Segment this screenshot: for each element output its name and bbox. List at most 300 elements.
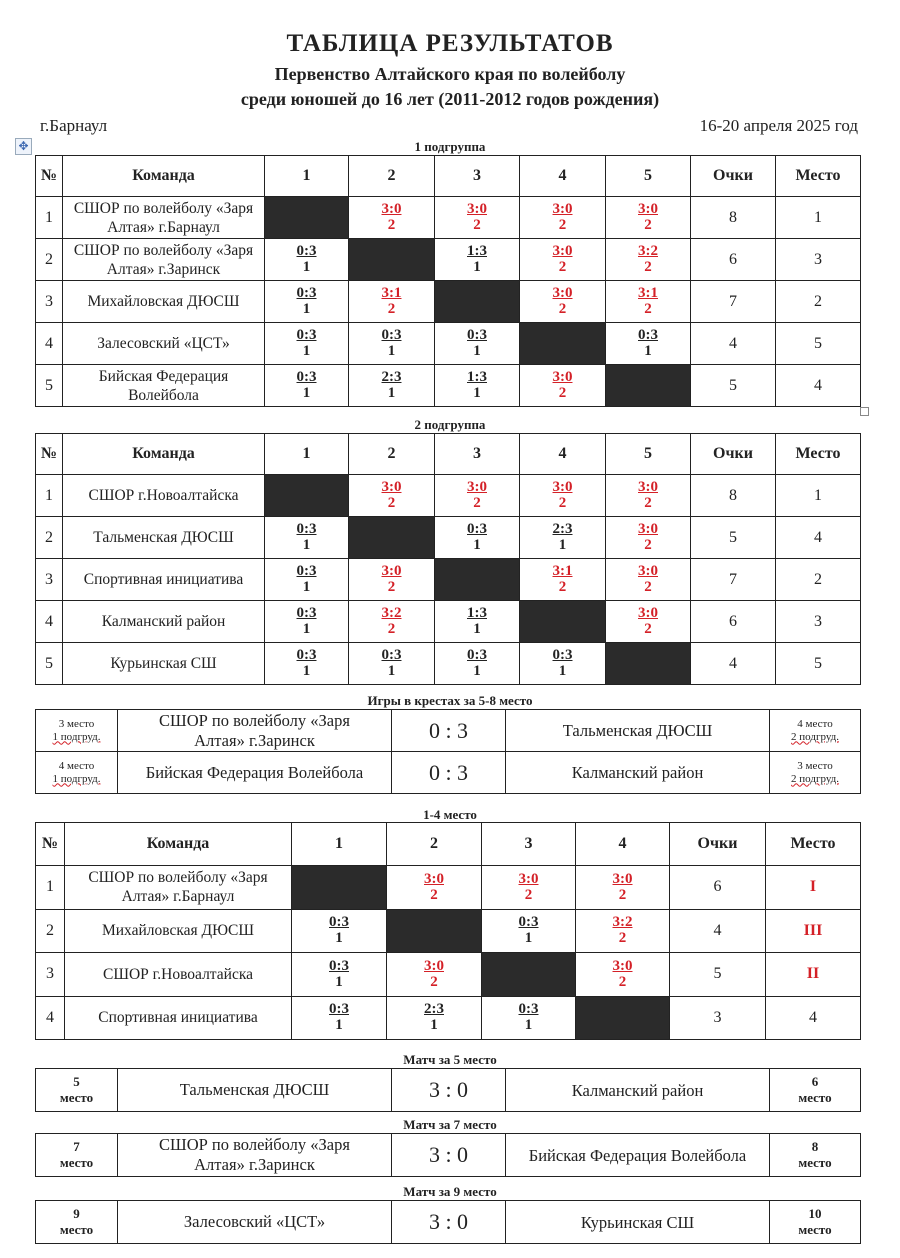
- team-points: 4: [670, 909, 766, 953]
- set-score: 0:3: [296, 369, 317, 385]
- column-header: 5: [606, 434, 691, 475]
- win-result: [638, 479, 658, 511]
- team-place: 5: [776, 323, 861, 365]
- left-place: [36, 1069, 118, 1112]
- right-team: Тальменская ДЮСШ: [506, 710, 770, 752]
- team-place: 5: [776, 643, 861, 685]
- team-place: 3: [776, 601, 861, 643]
- set-score: 3:2: [612, 914, 633, 931]
- match-points: 1: [302, 621, 311, 637]
- win-result: [382, 479, 402, 511]
- win-result: [638, 201, 658, 233]
- match-points: 1: [387, 385, 396, 401]
- team-place: 2: [776, 559, 861, 601]
- set-score: 3:0: [638, 605, 658, 621]
- diagonal-cell: [520, 601, 606, 643]
- column-header: Место: [776, 434, 861, 475]
- loss-result: [329, 958, 349, 990]
- team-points: 5: [691, 365, 776, 407]
- result-cell: [349, 197, 435, 239]
- page-subtitle: Первенство Алтайского края по волейболу: [274, 64, 626, 84]
- result-cell: [435, 517, 520, 559]
- cross-games-table: [35, 709, 861, 794]
- win-result: [553, 369, 573, 401]
- result-cell: [482, 996, 576, 1040]
- left-team: Залесовский «ЦСТ»: [118, 1201, 392, 1244]
- loss-result: [297, 243, 317, 275]
- match-points: 2: [558, 385, 567, 401]
- diagonal-cell: [520, 323, 606, 365]
- set-score: 3:0: [612, 957, 633, 974]
- result-cell: [435, 475, 520, 517]
- column-header: 1: [292, 823, 387, 866]
- result-cell: [265, 281, 349, 323]
- match-points: 2: [644, 217, 652, 233]
- set-score: 0:3: [296, 285, 317, 301]
- match-points: 1: [387, 663, 396, 679]
- set-score: 0:3: [518, 914, 539, 931]
- set-score: 3:0: [381, 479, 402, 495]
- team-row: [36, 996, 861, 1040]
- match-points: 1: [473, 663, 481, 679]
- match-points: 1: [558, 537, 567, 553]
- win-result: [613, 871, 633, 903]
- result-cell: [520, 475, 606, 517]
- match-points: 2: [387, 217, 396, 233]
- result-cell: [520, 197, 606, 239]
- diagonal-cell: [349, 517, 435, 559]
- win-result: [424, 871, 444, 903]
- match-points: 2: [644, 301, 652, 317]
- win-result: [467, 201, 487, 233]
- team-row: [36, 909, 861, 953]
- team-points: 5: [691, 517, 776, 559]
- match-points: 2: [473, 217, 481, 233]
- column-header: 3: [435, 434, 520, 475]
- seed-group: 1 подгруд.: [52, 730, 101, 743]
- team-points: 8: [691, 475, 776, 517]
- team-place: [766, 866, 861, 910]
- set-score: 3:0: [424, 957, 444, 974]
- event-dates: 16-20 апреля 2025 год: [699, 116, 858, 135]
- win-result: [638, 243, 658, 275]
- column-header: Очки: [691, 156, 776, 197]
- team-points: 5: [670, 953, 766, 997]
- diagonal-cell: [606, 643, 691, 685]
- team-points: 7: [691, 559, 776, 601]
- result-cell: [435, 323, 520, 365]
- set-score: 0:3: [329, 914, 349, 931]
- page-title: ТАБЛИЦА РЕЗУЛЬТАТОВ: [286, 30, 614, 57]
- loss-result: [467, 243, 487, 275]
- result-cell: [606, 559, 691, 601]
- team-place: [766, 953, 861, 997]
- diagonal-cell: [435, 281, 520, 323]
- set-score: 3:0: [381, 201, 402, 217]
- left-seed: [36, 710, 118, 752]
- team-number: 1: [36, 475, 63, 517]
- team-number: 5: [36, 365, 63, 407]
- seed-place: 4 место: [58, 759, 95, 772]
- result-cell: [349, 643, 435, 685]
- set-score: 1:3: [467, 369, 487, 385]
- match-points: 1: [302, 385, 311, 401]
- win-result: [638, 285, 658, 317]
- loss-result: [467, 369, 487, 401]
- seed-group: 2 подгруд.: [791, 772, 839, 785]
- match-points: 2: [430, 973, 438, 990]
- column-header: №: [36, 823, 65, 866]
- team-name: СШОР по волейболу «Заря Алтая» г.Барнаул: [63, 197, 265, 239]
- result-cell: [520, 517, 606, 559]
- column-header: №: [36, 156, 63, 197]
- match-points: 1: [387, 343, 396, 359]
- result-cell: [576, 909, 670, 953]
- column-header: Очки: [691, 434, 776, 475]
- loss-result: [297, 327, 317, 359]
- win-result: [382, 563, 402, 595]
- match-points: 2: [644, 259, 652, 275]
- table-resize-handle[interactable]: [860, 407, 869, 416]
- set-score: 3:0: [638, 521, 658, 537]
- set-score: 3:0: [552, 285, 573, 301]
- right-team: Калманский район: [506, 1069, 770, 1112]
- team-row: [36, 601, 861, 643]
- match-points: 1: [473, 537, 481, 553]
- left-place: [36, 1201, 118, 1244]
- placement-match-table: [35, 1068, 861, 1112]
- set-score: 0:3: [296, 243, 317, 259]
- result-cell: [292, 953, 387, 997]
- game-score: 0 : 3: [392, 752, 506, 794]
- column-header: Очки: [670, 823, 766, 866]
- set-score: 3:0: [552, 479, 573, 495]
- result-cell: [520, 559, 606, 601]
- group1-caption: 1 подгруппа: [414, 139, 486, 154]
- team-row: [36, 197, 861, 239]
- result-cell: [349, 365, 435, 407]
- loss-result: [297, 369, 317, 401]
- team-place: [766, 909, 861, 953]
- loss-result: [519, 914, 539, 946]
- team-number: 3: [36, 953, 65, 997]
- match-row: [36, 1134, 861, 1177]
- diagonal-cell: [387, 909, 482, 953]
- table-move-handle-icon[interactable]: ✥: [15, 138, 32, 155]
- team-number: 1: [36, 866, 65, 910]
- team-points: 6: [691, 601, 776, 643]
- diagonal-cell: [606, 365, 691, 407]
- loss-result: [553, 521, 573, 553]
- team-name: Бийская Федерация Волейбола: [63, 365, 265, 407]
- match-points: 2: [524, 886, 533, 903]
- set-score: 0:3: [381, 327, 402, 343]
- team-number: 4: [36, 601, 63, 643]
- loss-result: [382, 369, 402, 401]
- match-points: 2: [618, 930, 627, 947]
- team-number: 2: [36, 517, 63, 559]
- set-score: 3:0: [381, 563, 402, 579]
- set-score: 3:0: [552, 369, 573, 385]
- set-score: 0:3: [518, 1001, 539, 1018]
- match-points: 1: [473, 385, 481, 401]
- result-cell: [435, 239, 520, 281]
- team-name: Курьинская СШ: [63, 643, 265, 685]
- table-header-row: [36, 156, 861, 197]
- loss-result: [553, 647, 573, 679]
- set-score: 3:0: [638, 201, 658, 217]
- match-points: 2: [387, 579, 396, 595]
- match-points: 1: [302, 343, 311, 359]
- placement-match-table: [35, 1200, 861, 1244]
- team-name: Залесовский «ЦСТ»: [63, 323, 265, 365]
- loss-result: [638, 327, 658, 359]
- result-cell: [606, 475, 691, 517]
- result-cell: [265, 365, 349, 407]
- result-cell: [349, 323, 435, 365]
- team-row: [36, 239, 861, 281]
- team-row: [36, 559, 861, 601]
- set-score: 0:3: [552, 647, 573, 663]
- result-cell: [387, 953, 482, 997]
- match-points: 1: [302, 537, 311, 553]
- team-place: 4: [766, 996, 861, 1040]
- team-name: Спортивная инициатива: [65, 996, 292, 1040]
- set-score: 0:3: [467, 327, 487, 343]
- loss-result: [467, 647, 487, 679]
- team-number: 3: [36, 559, 63, 601]
- set-score: 2:3: [424, 1001, 444, 1018]
- match-points: 2: [618, 973, 627, 990]
- right-place: [770, 1069, 861, 1112]
- set-score: 3:1: [552, 563, 573, 579]
- match-points: 1: [473, 343, 481, 359]
- seed-place: 3 место: [797, 759, 833, 772]
- win-result: [553, 285, 573, 317]
- loss-result: [297, 563, 317, 595]
- set-score: 0:3: [467, 647, 487, 663]
- right-seed: [770, 752, 861, 794]
- team-number: 5: [36, 643, 63, 685]
- match-points: 1: [430, 1017, 438, 1034]
- left-team: Бийская Федерация Волейбола: [118, 752, 392, 794]
- win-result: [382, 201, 402, 233]
- team-points: 6: [691, 239, 776, 281]
- win-result: [519, 871, 539, 903]
- loss-result: [382, 647, 402, 679]
- result-cell: [606, 197, 691, 239]
- place-label: место: [59, 1155, 94, 1170]
- diagonal-cell: [265, 197, 349, 239]
- team-name: СШОР по волейболу «Заря Алтая» г.Барнаул: [65, 866, 292, 910]
- win-result: [613, 914, 633, 946]
- match-row: [36, 1069, 861, 1112]
- diagonal-cell: [292, 866, 387, 910]
- win-result: [613, 958, 633, 990]
- team-number: 4: [36, 996, 65, 1040]
- team-number: 2: [36, 909, 65, 953]
- set-score: 0:3: [638, 327, 658, 343]
- set-score: 0:3: [296, 605, 317, 621]
- team-points: 4: [691, 643, 776, 685]
- page-subtitle-age: среди юношей до 16 лет (2011-2012 годов рождения): [240, 89, 660, 109]
- win-result: [553, 479, 573, 511]
- result-cell: [520, 365, 606, 407]
- match-points: 2: [558, 301, 567, 317]
- place-number: 7: [73, 1139, 80, 1154]
- result-cell: [265, 601, 349, 643]
- match-caption: Матч за 7 место: [403, 1117, 497, 1132]
- match-points: 1: [644, 343, 652, 359]
- set-score: 1:3: [467, 605, 487, 621]
- team-points: 3: [670, 996, 766, 1040]
- result-cell: [576, 866, 670, 910]
- team-name: Тальменская ДЮСШ: [63, 517, 265, 559]
- team-name: Михайловская ДЮСШ: [65, 909, 292, 953]
- set-score: 3:0: [518, 870, 539, 887]
- match-points: 1: [302, 663, 311, 679]
- match-points: 2: [430, 886, 438, 903]
- loss-result: [297, 647, 317, 679]
- team-row: [36, 866, 861, 910]
- result-cell: [435, 601, 520, 643]
- result-cell: [349, 281, 435, 323]
- team-number: 2: [36, 239, 63, 281]
- column-header: 3: [435, 156, 520, 197]
- team-row: [36, 281, 861, 323]
- team-row: [36, 953, 861, 997]
- column-header: 2: [387, 823, 482, 866]
- team-row: [36, 365, 861, 407]
- diagonal-cell: [435, 559, 520, 601]
- place-number: 6: [811, 1074, 819, 1089]
- result-cell: [292, 996, 387, 1040]
- set-score: 0:3: [467, 521, 487, 537]
- seed-place: 3 место: [58, 717, 95, 730]
- set-score: 0:3: [296, 521, 317, 537]
- loss-result: [467, 327, 487, 359]
- column-header: 4: [520, 156, 606, 197]
- set-score: 0:3: [296, 327, 317, 343]
- column-header: №: [36, 434, 63, 475]
- set-score: 0:3: [329, 957, 349, 974]
- place-label: место: [798, 1155, 832, 1170]
- table-header-row: [36, 434, 861, 475]
- result-cell: [265, 643, 349, 685]
- team-place: 4: [776, 365, 861, 407]
- column-header: 5: [606, 156, 691, 197]
- match-points: 2: [644, 621, 652, 637]
- final-caption: 1-4 место: [423, 807, 477, 822]
- final-table: [35, 822, 861, 1040]
- table-header-row: [36, 823, 861, 866]
- left-seed: [36, 752, 118, 794]
- seed-place: 4 место: [797, 717, 833, 730]
- win-result: [382, 605, 402, 637]
- set-score: 3:0: [424, 870, 444, 887]
- match-points: 2: [558, 579, 567, 595]
- match-points: 2: [644, 579, 652, 595]
- set-score: 3:0: [638, 563, 658, 579]
- result-cell: [387, 996, 482, 1040]
- result-cell: [520, 281, 606, 323]
- place-label: место: [59, 1090, 94, 1105]
- loss-result: [297, 285, 317, 317]
- match-points: 1: [524, 1017, 533, 1034]
- cross-game-row: [36, 710, 861, 752]
- team-points: 7: [691, 281, 776, 323]
- match-points: 1: [302, 301, 311, 317]
- win-result: [553, 201, 573, 233]
- set-score: 1:3: [467, 243, 487, 259]
- right-team: Калманский район: [506, 752, 770, 794]
- team-points: 6: [670, 866, 766, 910]
- loss-result: [424, 1001, 444, 1033]
- place-label: место: [798, 1222, 832, 1237]
- place-number: 5: [73, 1074, 80, 1089]
- match-score: 3 : 0: [392, 1134, 506, 1177]
- cross-game-row: [36, 752, 861, 794]
- result-cell: [265, 559, 349, 601]
- result-cell: [435, 365, 520, 407]
- team-place: 1: [776, 197, 861, 239]
- result-cell: [265, 517, 349, 559]
- column-header: 1: [265, 156, 349, 197]
- team-number: 3: [36, 281, 63, 323]
- team-place: 2: [776, 281, 861, 323]
- match-points: 1: [302, 259, 311, 275]
- match-points: 2: [558, 217, 567, 233]
- match-points: 1: [524, 930, 533, 947]
- right-team: Бийская Федерация Волейбола: [506, 1134, 770, 1177]
- group1-table: [35, 155, 861, 407]
- set-score: 3:2: [638, 243, 658, 259]
- result-cell: [265, 239, 349, 281]
- left-place: [36, 1134, 118, 1177]
- column-header: Команда: [65, 823, 292, 866]
- place-number: 9: [73, 1206, 80, 1221]
- set-score: 2:3: [381, 369, 402, 385]
- loss-result: [467, 521, 487, 553]
- set-score: 2:3: [552, 521, 573, 537]
- win-result: [467, 479, 487, 511]
- result-cell: [349, 475, 435, 517]
- win-result: [424, 958, 444, 990]
- team-place: 4: [776, 517, 861, 559]
- result-cell: [349, 601, 435, 643]
- match-points: 2: [387, 495, 396, 511]
- set-score: 0:3: [296, 563, 317, 579]
- place-number: 8: [811, 1139, 819, 1154]
- match-points: 1: [335, 973, 343, 990]
- result-cell: [482, 909, 576, 953]
- set-score: 3:0: [552, 201, 573, 217]
- team-place: 3: [776, 239, 861, 281]
- win-result: [553, 243, 573, 275]
- match-points: 1: [302, 579, 311, 595]
- result-cell: [606, 239, 691, 281]
- result-cell: [387, 866, 482, 910]
- set-score: 0:3: [329, 1001, 349, 1018]
- match-caption: Матч за 9 место: [403, 1184, 497, 1199]
- team-points: 4: [691, 323, 776, 365]
- match-points: 1: [473, 259, 481, 275]
- result-cell: [435, 197, 520, 239]
- group2-table: [35, 433, 861, 685]
- column-header: Команда: [63, 156, 265, 197]
- diagonal-cell: [265, 475, 349, 517]
- match-points: 2: [558, 259, 567, 275]
